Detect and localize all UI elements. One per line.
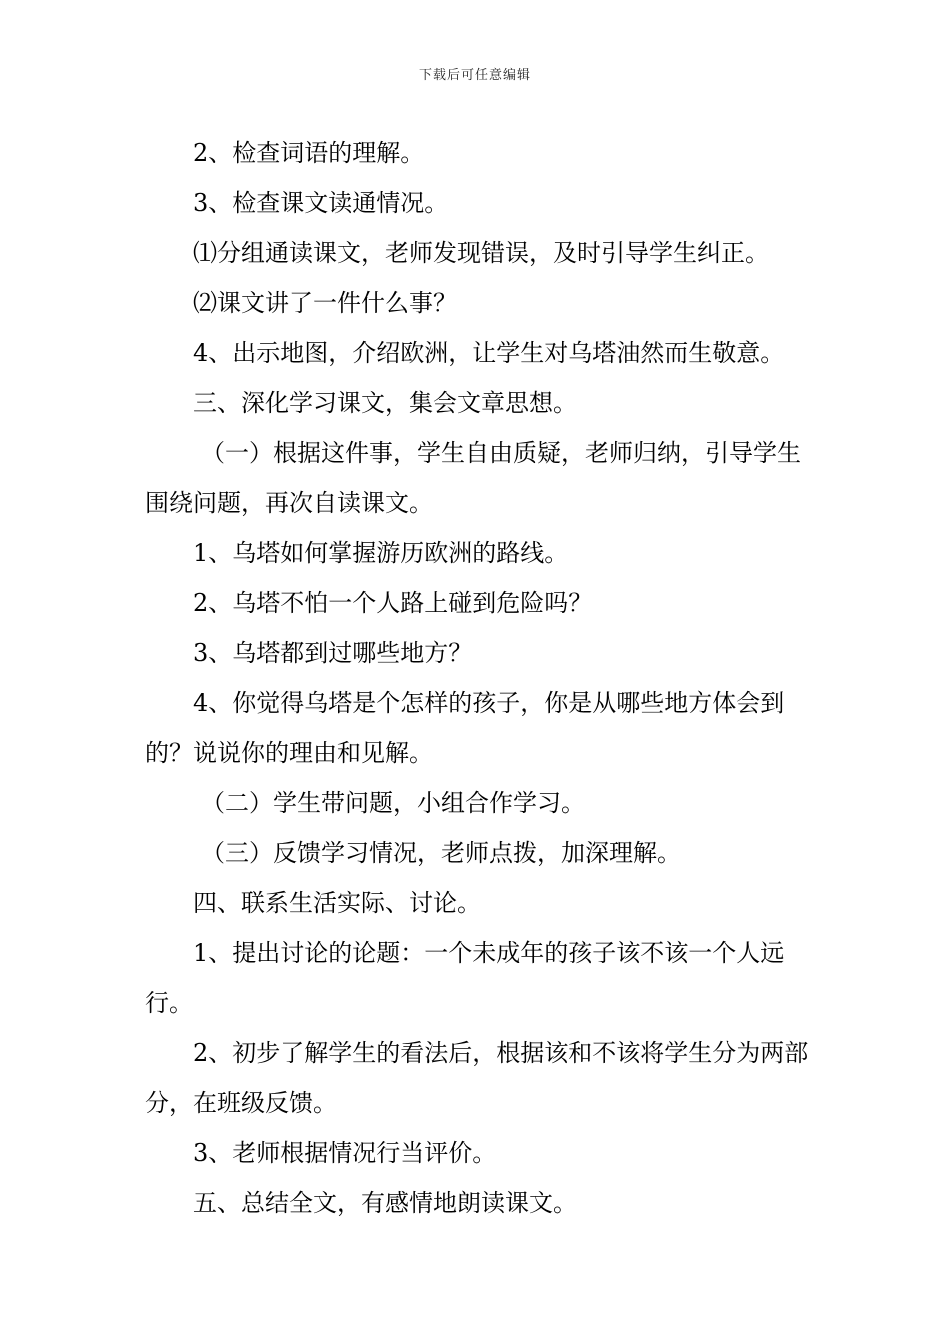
paragraph-1: 2、检查词语的理解。 bbox=[193, 139, 425, 167]
paragraph-13: （三）反馈学习情况，老师点拨，加深理解。 bbox=[201, 839, 681, 867]
paragraph-9: 2、乌塔不怕一个人路上碰到危险吗？ bbox=[193, 589, 593, 617]
section-heading-3: 三、深化学习课文，集会文章思想。 bbox=[193, 389, 577, 417]
paragraph-11: 4、你觉得乌塔是个怎样的孩子，你是从哪些地方体会到的？说说你的理由和见解。 bbox=[145, 689, 785, 767]
paragraph-15: 1、提出讨论的论题：一个未成年的孩子该不该一个人远行。 bbox=[145, 939, 785, 1017]
paragraph-7: （一）根据这件事，学生自由质疑，老师归纳，引导学生围绕问题，再次自读课文。 bbox=[145, 439, 801, 517]
paragraph-3: ⑴分组通读课文，老师发现错误，及时引导学生纠正。 bbox=[193, 239, 769, 267]
document-body bbox=[145, 128, 815, 1228]
paragraph-12: （二）学生带问题，小组合作学习。 bbox=[201, 789, 585, 817]
section-heading-4: 四、联系生活实际、讨论。 bbox=[193, 889, 481, 917]
section-heading-5: 五、总结全文，有感情地朗读课文。 bbox=[193, 1189, 577, 1217]
paragraph-8: 1、乌塔如何掌握游历欧洲的路线。 bbox=[193, 539, 569, 567]
page-header: 下载后可任意编辑 bbox=[418, 68, 531, 83]
paragraph-2: 3、检查课文读通情况。 bbox=[193, 189, 449, 217]
paragraph-4: ⑵课文讲了一件什么事？ bbox=[193, 289, 457, 317]
paragraph-17: 3、老师根据情况行当评价。 bbox=[193, 1139, 497, 1167]
paragraph-5: 4、出示地图，介绍欧洲，让学生对乌塔油然而生敬意。 bbox=[193, 339, 785, 367]
paragraph-10: 3、乌塔都到过哪些地方？ bbox=[193, 639, 473, 667]
paragraph-16: 2、初步了解学生的看法后，根据该和不该将学生分为两部分，在班级反馈。 bbox=[145, 1039, 809, 1117]
